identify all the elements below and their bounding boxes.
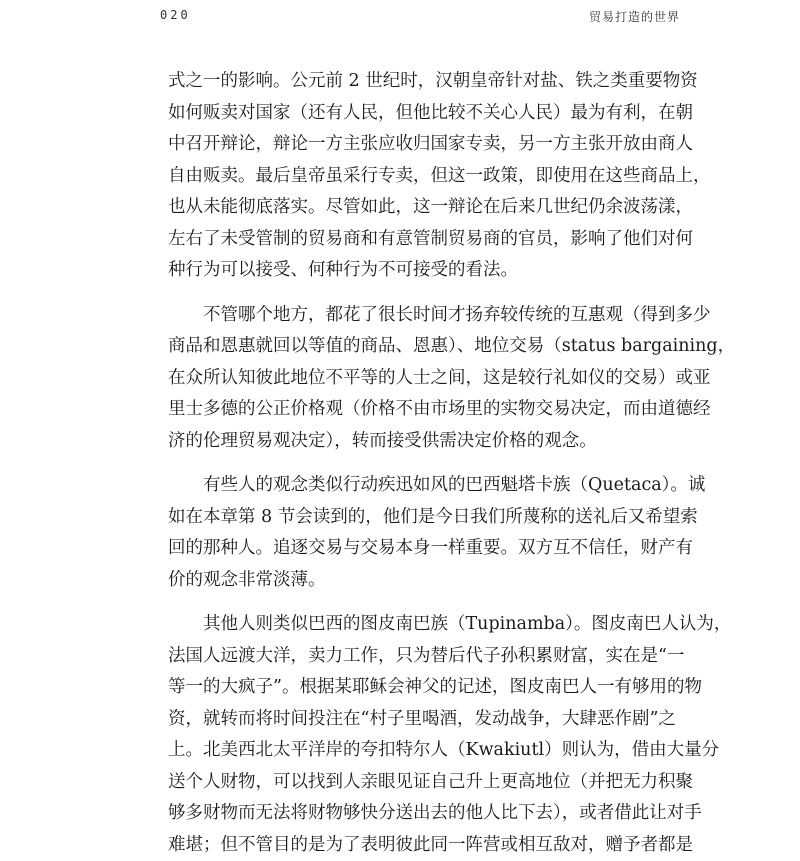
text-line: 如何贩卖对国家（还有人民，但他比较不关心人民）最为有利，在朝 (168, 98, 638, 130)
page-header (160, 6, 680, 28)
running-title: 贸易打造的世界 (589, 8, 680, 25)
text-line: 种行为可以接受、何种行为不可接受的看法。 (168, 255, 638, 287)
text-line: 够多财物而无法将财物够快分送出去的他人比下去），或者借此让对手 (168, 798, 638, 830)
text-line: 济的伦理贸易观决定），转而接受供需决定价格的观念。 (168, 426, 638, 458)
text-line: 不管哪个地方，都花了很长时间才扬弃较传统的互惠观（得到多少 (168, 300, 638, 332)
text-line: 上。北美西北太平洋岸的夸扣特尔人（Kwakiutl）则认为，借由大量分 (168, 735, 638, 767)
text-line: 左右了未受管制的贸易商和有意管制贸易商的官员，影响了他们对何 (168, 224, 638, 256)
text-line: 价的观念非常淡薄。 (168, 565, 638, 597)
text-line: 在众所认知彼此地位不平等的人士之间，这是较行礼如仪的交易）或亚 (168, 363, 638, 395)
text-line: 回的那种人。追逐交易与交易本身一样重要。双方互不信任，财产有 (168, 533, 638, 565)
text-line: 中召开辩论，辩论一方主张应收归国家专卖，另一方主张开放由商人 (168, 129, 638, 161)
text-line: 难堪；但不管目的是为了表明彼此同一阵营或相互敌对，赠予者都是 (168, 830, 638, 861)
text-line: 式之一的影响。公元前 2 世纪时，汉朝皇帝针对盐、铁之类重要物资 (168, 66, 638, 98)
page-number: 020 (160, 8, 191, 22)
text-line: 也从未能彻底落实。尽管如此，这一辩论在后来几世纪仍余波荡漾， (168, 192, 638, 224)
text-line: 等一的大疯子”。根据某耶稣会神父的记述，图皮南巴人一有够用的物 (168, 672, 638, 704)
text-line: 如在本章第 8 节会读到的，他们是今日我们所蔑称的送礼后又希望索 (168, 502, 638, 534)
text-line: 其他人则类似巴西的图皮南巴族（Tupinamba）。图皮南巴人认为， (168, 609, 638, 641)
text-line: 商品和恩惠就回以等值的商品、恩惠）、地位交易（status bargaining， (168, 331, 638, 363)
text-line: 里士多德的公正价格观（价格不由市场里的实物交易决定，而由道德经 (168, 394, 638, 426)
text-line: 自由贩卖。最后皇帝虽采行专卖，但这一政策，即使用在这些商品上， (168, 161, 638, 193)
body-text (168, 66, 638, 861)
text-line: 有些人的观念类似行动疾迅如风的巴西魁塔卡族（Quetaca）。诚 (168, 470, 638, 502)
text-line: 资，就转而将时间投注在“村子里喝酒，发动战争，大肆恶作剧”之 (168, 704, 638, 736)
text-line: 法国人远渡大洋，卖力工作，只为替后代子孙积累财富，实在是“一 (168, 641, 638, 673)
text-line: 送个人财物，可以找到人亲眼见证自己升上更高地位（并把无力积聚 (168, 767, 638, 799)
